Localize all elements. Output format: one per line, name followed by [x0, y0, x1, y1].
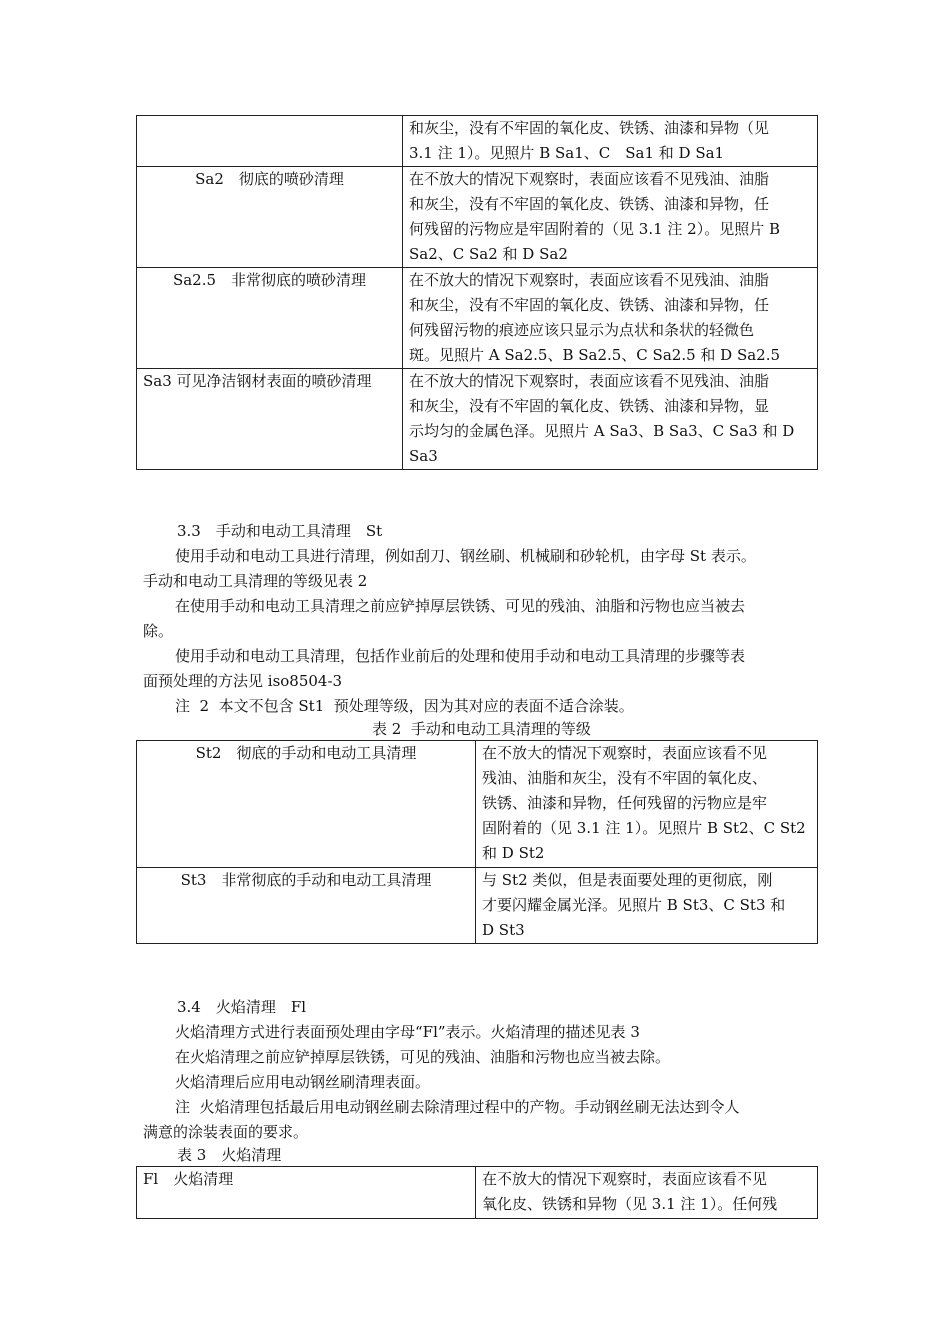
- grade-cell: [137, 116, 403, 167]
- paragraph: 使用手动和电动工具清理，包括作业前后的处理和使用手动和电动工具清理的步骤等表 面预处理的方法见 iso8504-3: [143, 647, 746, 690]
- description-cell: 和灰尘，没有不牢固的氧化皮、铁锈、油漆和异物（见 3.1 注 1）。见照片 B Sa1、C Sa1 和 D Sa1: [403, 116, 818, 167]
- paragraph: 在火焰清理之前应铲掉厚层铁锈，可见的残油、油脂和污物也应当被去除。: [175, 1048, 671, 1066]
- grade-cell: Fl 火焰清理: [137, 1167, 476, 1219]
- table-row: [137, 1167, 818, 1219]
- table-row: [137, 116, 818, 167]
- paragraph: 火焰清理后应用电动钢丝刷清理表面。: [175, 1073, 431, 1091]
- description-cell: 在不放大的情况下观察时，表面应该看不见残油、油脂 和灰尘，没有不牢固的氧化皮、铁锈、油漆和异物，任 何残留污物的痕迹应该只显示为点状和条状的轻微色 斑。见照片 A Sa2.5、B Sa2.5、C Sa2.5 和 D Sa2.5: [403, 268, 818, 369]
- table-caption: 表 2 手动和电动工具清理的等级: [372, 720, 591, 738]
- table-row: [137, 741, 818, 868]
- paragraph: 在使用手动和电动工具清理之前应铲掉厚层铁锈、可见的残油、油脂和污物也应当被去 除。: [143, 597, 746, 640]
- grade-cell: Sa2.5 非常彻底的喷砂清理: [137, 268, 403, 369]
- description-cell: 在不放大的情况下观察时，表面应该看不见残油、油脂 和灰尘，没有不牢固的氧化皮、铁锈、油漆和异物，任 何残留的污物应是牢固附着的（见 3.1 注 2）。见照片 B Sa2、C Sa2 和 D Sa2: [403, 167, 818, 268]
- grade-cell: St2 彻底的手动和电动工具清理: [137, 741, 476, 868]
- table-row: [137, 868, 818, 944]
- paragraph: 火焰清理方式进行表面预处理由字母“Fl”表示。火焰清理的描述见表 3: [175, 1023, 640, 1041]
- grade-cell: St3 非常彻底的手动和电动工具清理: [137, 868, 476, 944]
- tool-cleaning-grades-table: [136, 740, 818, 944]
- paragraph: 使用手动和电动工具进行清理，例如刮刀、钢丝刷、机械刷和砂轮机，由字母 St 表示。 手动和电动工具清理的等级见表 2: [143, 547, 756, 590]
- grade-cell: Sa2 彻底的喷砂清理: [137, 167, 403, 268]
- table-caption: 表 3 火焰清理: [177, 1146, 282, 1164]
- description-cell: 与 St2 类似，但是表面要处理的更彻底，刚 才要闪耀金属光泽。见照片 B St3、C St3 和 D St3: [476, 868, 818, 944]
- grade-cell: Sa3 可见净洁钢材表面的喷砂清理: [137, 369, 403, 470]
- table-row: [137, 167, 818, 268]
- flame-cleaning-table: [136, 1166, 818, 1219]
- table-row: [137, 268, 818, 369]
- note: 注 2 本文不包含 St1 预处理等级，因为其对应的表面不适合涂装。: [175, 697, 634, 715]
- description-cell: 在不放大的情况下观察时，表面应该看不见残油、油脂 和灰尘，没有不牢固的氧化皮、铁锈、油漆和异物，显 示均匀的金属色泽。见照片 A Sa3、B Sa3、C Sa3 和 D Sa3: [403, 369, 818, 470]
- note: 注 火焰清理包括最后用电动钢丝刷去除清理过程中的产物。手动钢丝刷无法达到令人 满意的涂装表面的要求。: [143, 1098, 740, 1141]
- description-cell: 在不放大的情况下观察时，表面应该看不见 残油、油脂和灰尘，没有不牢固的氧化皮、 铁锈、油漆和异物，任何残留的污物应是牢 固附着的（见 3.1 注 1）。见照片 B St2、C St2 和 D St2: [476, 741, 818, 868]
- blast-cleaning-grades-table: [136, 115, 818, 470]
- table-row: [137, 369, 818, 470]
- section-heading-3-4: 3.4 火焰清理 Fl: [177, 998, 307, 1016]
- section-heading-3-3: 3.3 手动和电动工具清理 St: [177, 522, 383, 540]
- description-cell: 在不放大的情况下观察时，表面应该看不见 氧化皮、铁锈和异物（见 3.1 注 1）。任何残: [476, 1167, 818, 1219]
